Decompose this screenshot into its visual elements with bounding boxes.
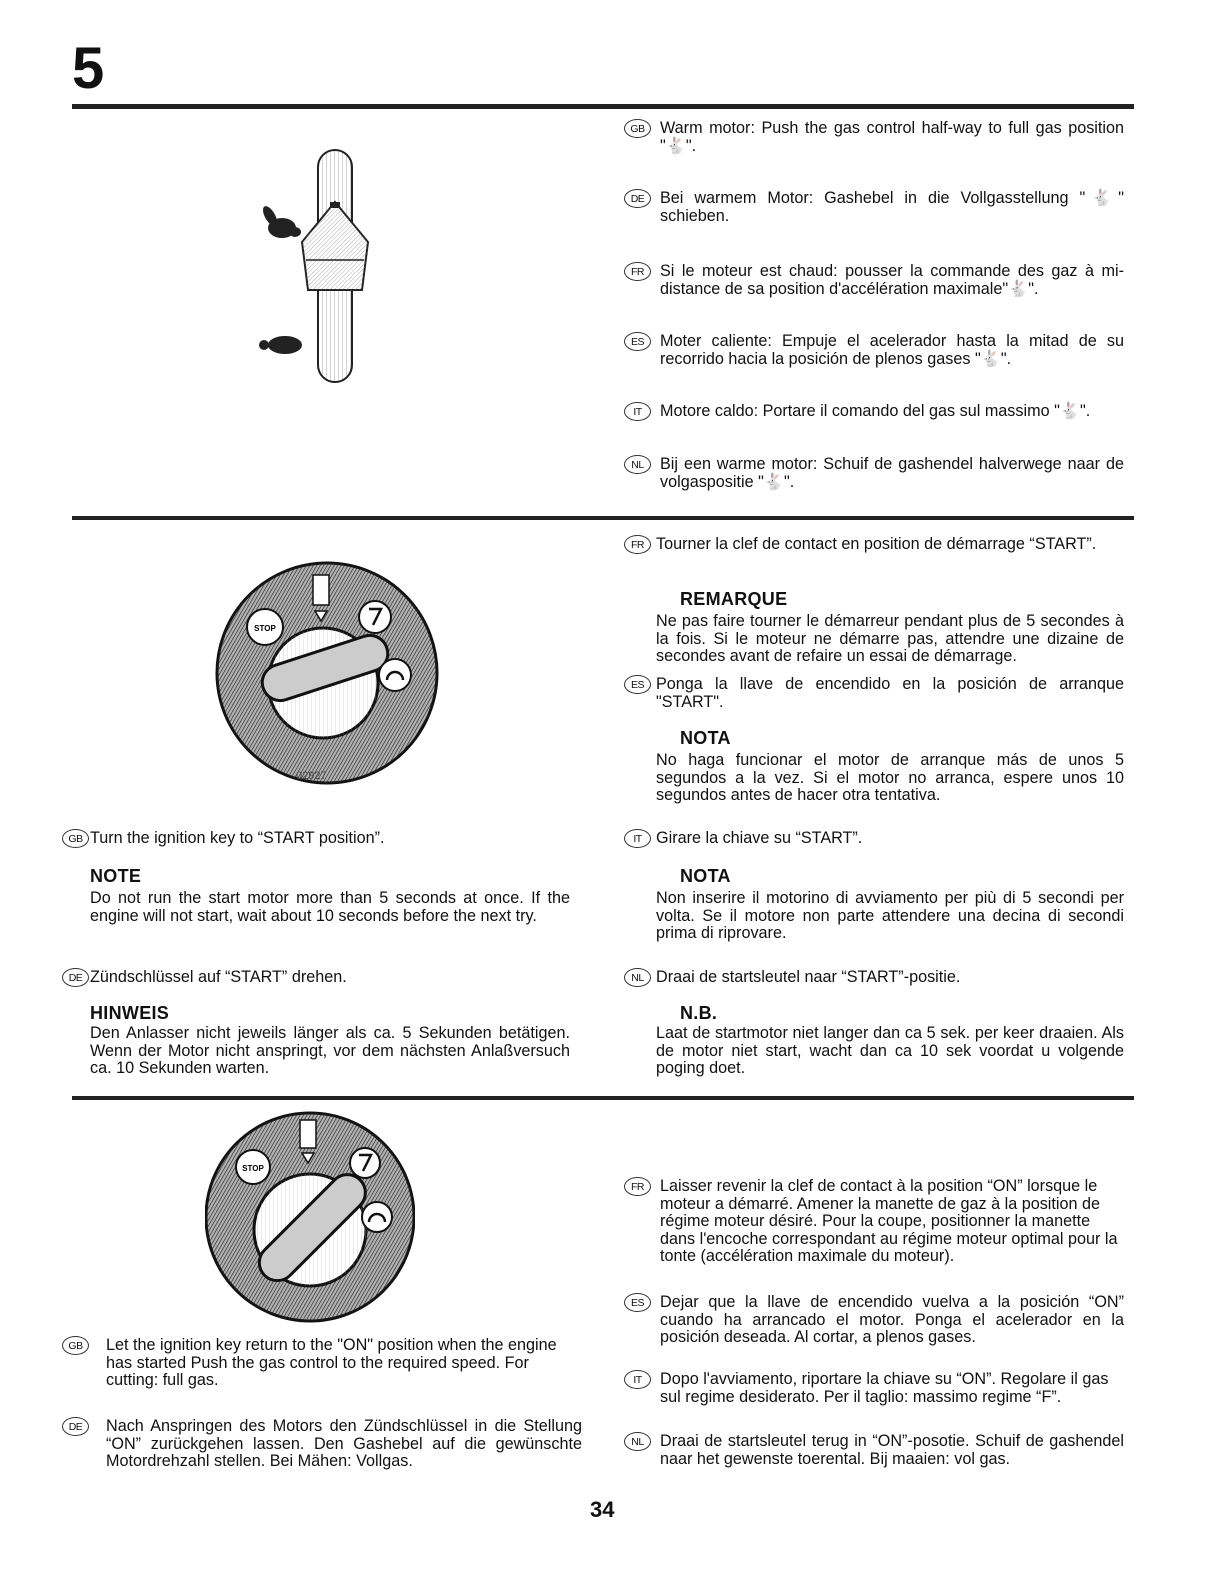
text-de-on: DE Nach Anspringen des Motors den Zündschlüssel in die Stellung “ON” zurückgehen lassen. Den Gashebel auf die gewünschte Motordrehzahl stellen. Bei Mähen: Vollgas. <box>62 1418 582 1471</box>
text-fr-on: FR Laisser revenir la clef de contact à la position “ON” lorsque le moteur a démarré. Amener la manette de gaz à la position de régime moteur désiré. Pour la coupe, positionner la manette dans l'encoche correspondant au régime moteur optimal pour la tonte (accélération maximale du moteur). <box>624 1178 1124 1266</box>
text-gb-on: GB Let the ignition key return to the "ON" position when the engine has started Push the gas control to the required speed. For cutting: full gas. <box>62 1337 582 1390</box>
lang-badge-es: ES <box>624 332 651 351</box>
note-heading-es: NOTA <box>680 728 731 748</box>
text-nl-warm: NL Bij een warme motor: Schuif de gashendel halverwege naar de volgaspositie "🐇". <box>624 456 1124 491</box>
lang-badge-de: DE <box>624 189 651 208</box>
note-nl: Laat de startmotor niet langer dan ca 5 sek. per keer draaien. Als de motor niet start, wacht dan ca 10 sek voordat u volgende poging doet. <box>656 1024 1124 1078</box>
lang-badge-de: DE <box>62 1417 89 1436</box>
figure-code: 02927 <box>296 770 327 782</box>
section-rule-2 <box>72 1096 1134 1100</box>
note-heading-nl: N.B. <box>680 1003 718 1023</box>
text-gb-start: GB Turn the ignition key to “START position”. <box>62 830 582 848</box>
throttle-lever-figure <box>250 140 380 390</box>
lang-badge-fr: FR <box>624 535 651 554</box>
lang-badge-gb: GB <box>624 119 651 138</box>
note-heading-it: NOTA <box>680 866 731 886</box>
text-it-start: IT Girare la chiave su “START”. <box>624 830 1124 848</box>
turtle-icon <box>259 336 302 354</box>
start-symbol-icon <box>379 659 411 691</box>
text-es-warm: ES Moter caliente: Empuje el acelerador hasta la mitad de su recorrido hacia la posición de plenos gases "🐇". <box>624 333 1124 368</box>
text-nl-on: NL Draai de startsleutel terug in “ON”-posotie. Schuif de gashendel naar het gewenste toerental. Bij maaien: vol gas. <box>624 1433 1124 1468</box>
lights-symbol-icon <box>350 1148 380 1178</box>
note-it: Non inserire il motorino di avviamento per più di 5 secondi per volta. Se il motore non parte attendere una decina di secondi prima di riprovare. <box>656 889 1124 943</box>
text-it-on: IT Dopo l'avviamento, riportare la chiave su “ON”. Regolare il gas sul regime desiderato. Per il taglio: massimo regime “F”. <box>624 1371 1124 1406</box>
lang-badge-it: IT <box>624 1370 651 1389</box>
text-es-on: ES Dejar que la llave de encendido vuelva a la posición “ON” cuando ha arrancado el motor. Ponga el acelerador en la posición deseada. Al cortar, a plenos gases. <box>624 1294 1124 1347</box>
note-heading-gb: NOTE <box>90 866 142 886</box>
text-de-start: DE Zündschlüssel auf “START” drehen. <box>62 969 582 987</box>
start-symbol-icon <box>362 1202 392 1232</box>
note-es: No haga funcionar el motor de arranque más de unos 5 segundos a la vez. Si el motor no arranca, espere unos 10 segundos antes de hacer otra tentativa. <box>656 751 1124 805</box>
ignition-switch-on-figure <box>205 1105 415 1335</box>
svg-text:STOP: STOP <box>254 624 276 633</box>
lang-badge-gb: GB <box>62 829 89 848</box>
text-fr-start: FR Tourner la clef de contact en position de démarrage “START”. <box>624 536 1124 554</box>
text-es-start: ES Ponga la llave de encendido en la posición de arranque "START". <box>624 676 1124 711</box>
header-rule <box>72 104 1134 109</box>
note-gb: Do not run the start motor more than 5 seconds at once. If the engine will not start, wait about 10 seconds before the next try. <box>90 889 570 925</box>
stop-symbol-icon <box>236 1150 270 1184</box>
note-de: Den Anlasser nicht jeweils länger als ca. 5 Sekunden betätigen. Wenn der Motor nicht anspringt, vor dem nächsten Anlaßversuch ca. 10 Sekunden warten. <box>90 1024 570 1078</box>
note-heading-de: HINWEIS <box>90 1003 170 1023</box>
lang-badge-fr: FR <box>624 1177 651 1196</box>
lang-badge-es: ES <box>624 1293 651 1312</box>
text-fr-warm: FR Si le moteur est chaud: pousser la commande des gaz à mi-distance de sa position d'accélération maximale"🐇". <box>624 263 1124 298</box>
stop-symbol-icon <box>247 609 283 645</box>
lang-badge-de: DE <box>62 968 89 987</box>
lang-badge-es: ES <box>624 675 651 694</box>
lights-symbol-icon <box>359 601 391 633</box>
svg-text:STOP: STOP <box>242 1164 264 1173</box>
section-rule-1 <box>72 516 1134 520</box>
ignition-switch-start-figure <box>215 555 445 795</box>
text-de-warm: DE Bei warmem Motor: Gashebel in die Vollgasstellung "🐇" schieben. <box>624 190 1124 225</box>
text-it-warm: IT Motore caldo: Portare il comando del gas sul massimo "🐇". <box>624 403 1124 421</box>
lang-badge-nl: NL <box>624 1432 651 1451</box>
lang-badge-it: IT <box>624 402 651 421</box>
page-number: 34 <box>590 1497 615 1522</box>
rabbit-icon <box>260 204 301 238</box>
lang-badge-it: IT <box>624 829 651 848</box>
lang-badge-nl: NL <box>624 968 651 987</box>
lang-badge-fr: FR <box>624 262 651 281</box>
lang-badge-gb: GB <box>62 1336 89 1355</box>
chapter-number: 5 <box>72 36 103 101</box>
note-fr: Ne pas faire tourner le démarreur pendant plus de 5 secondes à la fois. Si le moteur ne démarre pas, attendre une dizaine de secondes avant de refaire un essai de démarrage. <box>656 612 1124 666</box>
text-nl-start: NL Draai de startsleutel naar “START”-positie. <box>624 969 1124 987</box>
note-heading-fr: REMARQUE <box>680 589 788 609</box>
text-gb-warm: GB Warm motor: Push the gas control half-way to full gas position "🐇". <box>624 120 1124 155</box>
lang-badge-nl: NL <box>624 455 651 474</box>
